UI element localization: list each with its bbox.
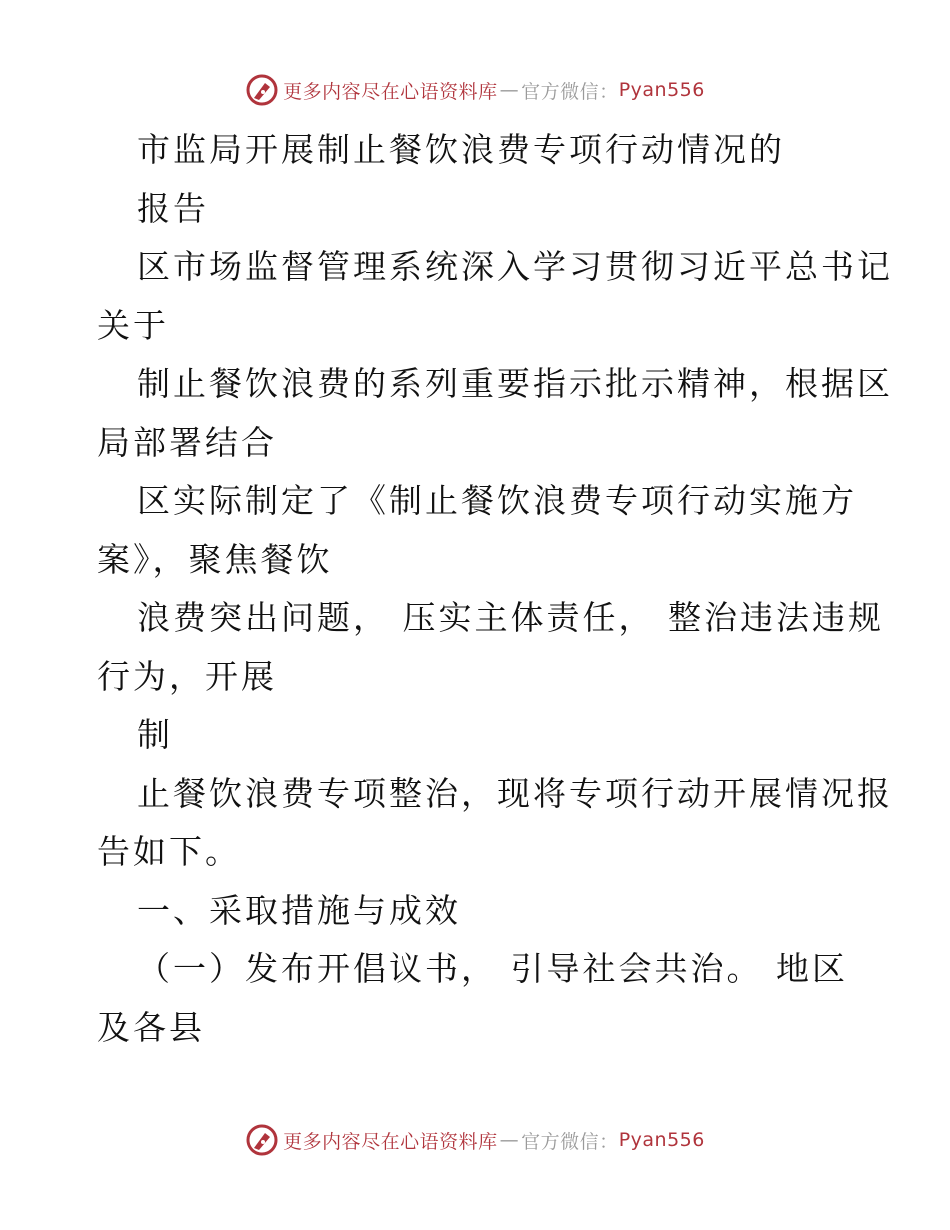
- header-watermark: [0, 73, 950, 107]
- body-line: 制止餐饮浪费的系列重要指示批示精神，根据区: [137, 364, 893, 403]
- watermark-dash: —: [499, 1129, 520, 1151]
- watermark-label: 官方微信：: [521, 1130, 619, 1153]
- body-line: 及各县: [97, 1007, 205, 1047]
- watermark-wechat-id: Pyan556: [618, 79, 705, 101]
- pen-nib-logo-icon: [245, 1123, 279, 1157]
- body-line: 案》，聚焦餐饮: [97, 539, 333, 579]
- footer-watermark: [0, 1123, 950, 1157]
- body-line: 浪费突出问题， 压实主体责任， 整治违法违规: [137, 598, 884, 637]
- title-line-1: 市监局开展制止餐饮浪费专项行动情况的: [137, 130, 785, 169]
- watermark-brand-text: 更多内容尽在心语资料库: [283, 80, 498, 103]
- watermark-label: 官方微信：: [521, 80, 619, 103]
- body-line: 行为，开展: [97, 656, 277, 696]
- body-line: 区实际制定了《制止餐饮浪费专项行动实施方: [137, 481, 857, 520]
- body-line: 关于: [97, 305, 169, 345]
- body-line: 止餐饮浪费专项整治，现将专项行动开展情况报: [137, 773, 893, 813]
- watermark-wechat-id: Pyan556: [618, 1129, 705, 1151]
- document-body: [97, 121, 893, 1057]
- body-line: 告如下。: [97, 832, 241, 871]
- body-line: 局部署结合: [97, 422, 277, 462]
- section-heading: 一、采取措施与成效: [137, 890, 461, 930]
- watermark-brand-text: 更多内容尽在心语资料库: [283, 1130, 498, 1153]
- title-line-2: 报告: [137, 188, 209, 228]
- watermark-dash: —: [499, 79, 520, 101]
- body-line: 制: [137, 715, 173, 754]
- pen-nib-logo-icon: [245, 73, 279, 107]
- subsection-line: （一）发布开倡议书， 引导社会共治。 地区: [137, 949, 848, 988]
- body-line: 区市场监督管理系统深入学习贯彻习近平总书记: [137, 247, 893, 286]
